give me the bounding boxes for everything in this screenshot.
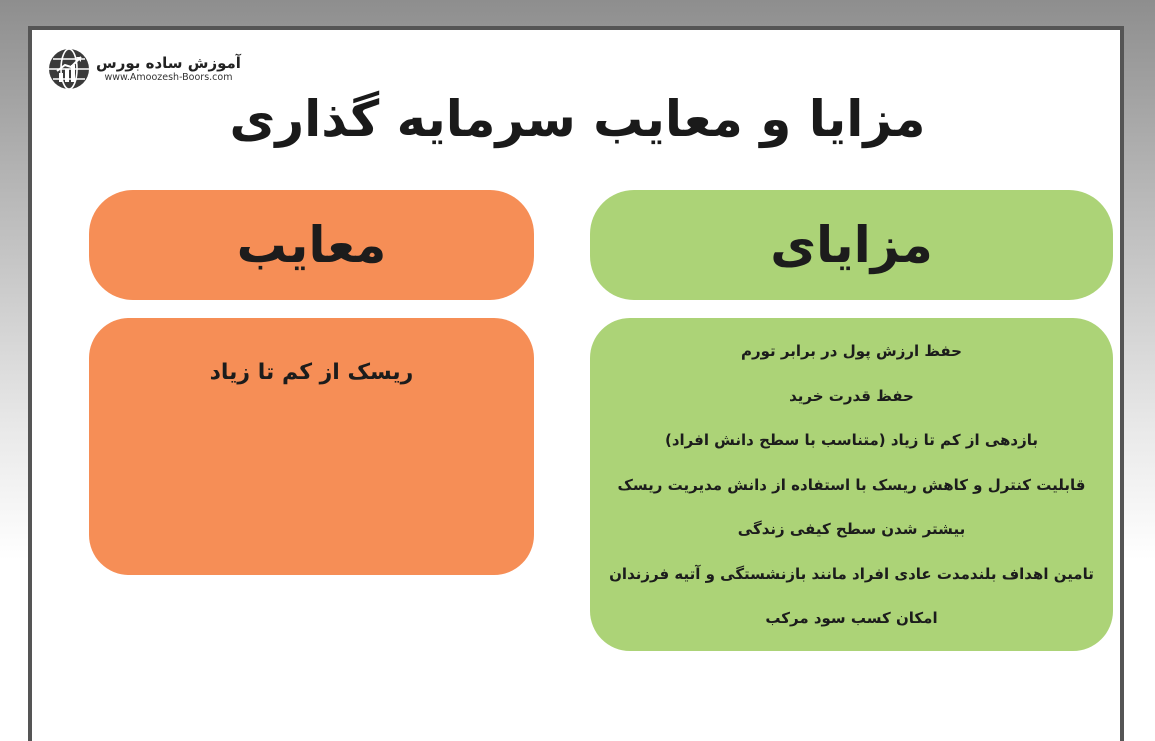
advantage-item: امکان کسب سود مرکب bbox=[765, 609, 938, 627]
advantage-item: حفظ ارزش پول در برابر تورم bbox=[740, 342, 962, 360]
page-title: مزایا و معایب سرمایه گذاری bbox=[229, 90, 926, 148]
disadvantages-header: معایب bbox=[89, 190, 534, 300]
advantage-item: بازدهی از کم تا زیاد (متناسب با سطح دانش افراد) bbox=[664, 431, 1039, 449]
globe-chart-icon bbox=[47, 47, 91, 91]
advantages-panel bbox=[590, 318, 1113, 651]
advantages-list bbox=[590, 340, 1113, 652]
disadvantages-panel bbox=[89, 318, 534, 575]
advantages-header: مزایای bbox=[590, 190, 1113, 300]
logo[interactable] bbox=[47, 47, 241, 91]
logo-url: www.Amoozesh-Boors.com bbox=[104, 72, 233, 83]
advantage-item: حفظ قدرت خرید bbox=[789, 386, 914, 405]
advantage-item: تامین اهداف بلندمدت عادی افراد مانند بازنشستگی و آتیه فرزندان bbox=[609, 564, 1094, 583]
disadvantage-item: ریسک از کم تا زیاد bbox=[209, 360, 414, 385]
advantage-item: قابلیت کنترل و کاهش ریسک با استفاده از دانش مدیریت ریسک bbox=[617, 475, 1086, 494]
logo-name: آموزش ساده بورس bbox=[96, 54, 241, 72]
advantage-item: بیشتر شدن سطح کیفی زندگی bbox=[737, 520, 966, 538]
